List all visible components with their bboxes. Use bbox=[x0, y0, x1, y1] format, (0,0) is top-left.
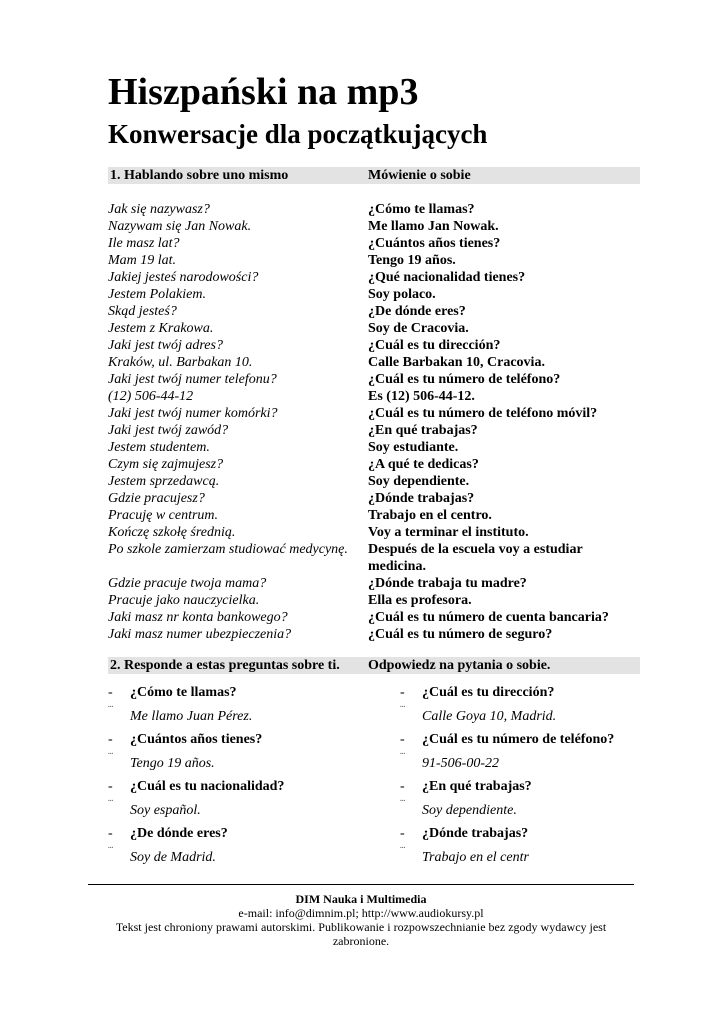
polish-phrase: Pracuje jako nauczycielka. bbox=[108, 593, 260, 608]
spanish-phrase: Soy dependiente. bbox=[368, 474, 470, 489]
spanish-phrase: ¿Cuántos años tienes? bbox=[368, 236, 501, 251]
table-row bbox=[108, 201, 640, 218]
table-row bbox=[108, 456, 640, 473]
polish-phrase: Jestem z Krakowa. bbox=[108, 321, 214, 336]
table-row bbox=[108, 626, 640, 643]
table-row bbox=[108, 371, 640, 388]
question-text: ¿Cuántos años tienes? bbox=[130, 732, 263, 747]
answer-text: Soy de Madrid. bbox=[130, 850, 216, 865]
spanish-phrase: ¿Qué nacionalidad tienes? bbox=[368, 270, 526, 285]
section-2-heading-es: 2. Responde a estas preguntas sobre ti. bbox=[110, 658, 340, 673]
polish-phrase: Jakiej jesteś narodowości? bbox=[108, 270, 259, 285]
spanish-phrase: Ella es profesora. bbox=[368, 593, 472, 608]
answer-text: Tengo 19 años. bbox=[130, 756, 215, 771]
list-marker-dots: ... bbox=[108, 842, 114, 850]
list-dash: - bbox=[400, 732, 405, 747]
page-subtitle: Konwersacje dla początkujących bbox=[108, 119, 488, 149]
list-marker-dots: ... bbox=[400, 701, 406, 709]
polish-phrase: Mam 19 lat. bbox=[108, 253, 177, 268]
polish-phrase: Jaki masz nr konta bankowego? bbox=[108, 610, 288, 625]
spanish-phrase: Tengo 19 años. bbox=[368, 253, 456, 268]
table-row bbox=[108, 507, 640, 524]
answer-text: 91-506-00-22 bbox=[422, 756, 499, 771]
spanish-phrase: ¿Cómo te llamas? bbox=[368, 202, 475, 217]
table-row bbox=[108, 320, 640, 337]
list-marker-dots: ... bbox=[400, 795, 406, 803]
table-row bbox=[108, 439, 640, 456]
table-row bbox=[108, 235, 640, 252]
table-row bbox=[108, 575, 640, 592]
section-1-heading-es: 1. Hablando sobre uno mismo bbox=[110, 168, 289, 183]
answer-text: Soy dependiente. bbox=[422, 803, 517, 818]
polish-phrase: Po szkole zamierzam studiować medycynę. bbox=[108, 542, 348, 557]
spanish-phrase: ¿En qué trabajas? bbox=[368, 423, 478, 438]
spanish-phrase: ¿Cuál es tu número de teléfono móvil? bbox=[368, 406, 598, 421]
question-text: ¿En qué trabajas? bbox=[422, 779, 532, 794]
answer-text: Calle Goya 10, Madrid. bbox=[422, 709, 557, 724]
question bbox=[108, 684, 348, 709]
table-row bbox=[108, 490, 640, 507]
spanish-phrase: Soy estudiante. bbox=[368, 440, 459, 455]
conversation-table bbox=[108, 201, 640, 643]
question bbox=[400, 731, 640, 756]
spanish-phrase: ¿Cuál es tu número de cuenta bancaria? bbox=[368, 610, 609, 625]
document-page bbox=[108, 70, 640, 874]
question-answer-item bbox=[108, 731, 348, 773]
answer-text: Trabajo en el centr bbox=[422, 850, 529, 865]
spanish-phrase: ¿Dónde trabajas? bbox=[368, 491, 475, 506]
footer-copyright-notice: Tekst jest chroniony prawami autorskimi. Publikowanie i rozpowszechnianie bez zgody wydawcy jest zabronione. bbox=[115, 920, 607, 948]
question bbox=[400, 684, 640, 709]
polish-phrase: Gdzie pracujesz? bbox=[108, 491, 205, 506]
list-dash: - bbox=[108, 779, 113, 794]
question-answer-item bbox=[108, 684, 348, 726]
exercise-grid bbox=[108, 684, 640, 874]
page-title: Hiszpański na mp3 bbox=[108, 71, 419, 113]
spanish-phrase: ¿Dónde trabaja tu madre? bbox=[368, 576, 527, 591]
footer-organization: DIM Nauka i Multimedia bbox=[295, 892, 427, 906]
question-text: ¿Cuál es tu nacionalidad? bbox=[130, 779, 285, 794]
spanish-phrase: ¿Cuál es tu número de teléfono? bbox=[368, 372, 561, 387]
list-dash: - bbox=[108, 826, 113, 841]
polish-phrase: Jestem Polakiem. bbox=[108, 287, 206, 302]
spanish-phrase: ¿De dónde eres? bbox=[368, 304, 466, 319]
spanish-phrase: Después de la escuela voy a estudiar medicina. bbox=[368, 542, 583, 574]
list-marker-dots: ... bbox=[400, 842, 406, 850]
polish-phrase: Jaki jest twój numer telefonu? bbox=[108, 372, 277, 387]
table-row bbox=[108, 609, 640, 626]
polish-phrase: Gdzie pracuje twoja mama? bbox=[108, 576, 267, 591]
table-row bbox=[108, 354, 640, 371]
list-marker-dots: ... bbox=[108, 701, 114, 709]
spanish-phrase: Soy polaco. bbox=[368, 287, 436, 302]
question bbox=[400, 778, 640, 803]
spanish-phrase: Trabajo en el centro. bbox=[368, 508, 492, 523]
spanish-phrase: ¿Cuál es tu número de seguro? bbox=[368, 627, 553, 642]
table-row bbox=[108, 405, 640, 422]
list-dash: - bbox=[108, 732, 113, 747]
section-2-heading-pl: Odpowiedz na pytania o sobie. bbox=[368, 658, 551, 673]
table-row bbox=[108, 269, 640, 286]
list-dash: - bbox=[400, 779, 405, 794]
footer-contact: e-mail: info@dimnim.pl; http://www.audiokursy.pl bbox=[238, 906, 484, 920]
polish-phrase: Czym się zajmujesz? bbox=[108, 457, 224, 472]
polish-phrase: Jestem sprzedawcą. bbox=[108, 474, 220, 489]
spanish-phrase: Calle Barbakan 10, Cracovia. bbox=[368, 355, 545, 370]
table-row bbox=[108, 541, 640, 575]
polish-phrase: Jestem studentem. bbox=[108, 440, 210, 455]
polish-phrase: Jaki masz numer ubezpieczenia? bbox=[108, 627, 292, 642]
question-text: ¿Cómo te llamas? bbox=[130, 685, 237, 700]
question-answer-item bbox=[400, 731, 640, 773]
list-marker-dots: ... bbox=[400, 748, 406, 756]
polish-phrase: Jaki jest twój zawód? bbox=[108, 423, 229, 438]
table-row bbox=[108, 592, 640, 609]
question-text: ¿Cuál es tu número de teléfono? bbox=[422, 732, 615, 747]
answer-text: Me llamo Juan Pérez. bbox=[130, 709, 253, 724]
table-row bbox=[108, 422, 640, 439]
spanish-phrase: Me llamo Jan Nowak. bbox=[368, 219, 499, 234]
list-marker-dots: ... bbox=[108, 748, 114, 756]
spanish-phrase: Soy de Cracovia. bbox=[368, 321, 469, 336]
answer-text: Soy español. bbox=[130, 803, 201, 818]
question-text: ¿Cuál es tu dirección? bbox=[422, 685, 555, 700]
list-dash: - bbox=[108, 685, 113, 700]
table-row bbox=[108, 303, 640, 320]
spanish-phrase: Es (12) 506-44-12. bbox=[368, 389, 475, 404]
polish-phrase: Nazywam się Jan Nowak. bbox=[108, 219, 252, 234]
polish-phrase: Ile masz lat? bbox=[108, 236, 180, 251]
question bbox=[108, 825, 348, 850]
polish-phrase: Jaki jest twój adres? bbox=[108, 338, 223, 353]
table-row bbox=[108, 337, 640, 354]
list-marker-dots: ... bbox=[108, 795, 114, 803]
question-answer-item bbox=[400, 684, 640, 726]
polish-phrase: Skąd jesteś? bbox=[108, 304, 177, 319]
question-answer-item bbox=[108, 778, 348, 820]
question-answer-item bbox=[108, 825, 348, 867]
question-answer-item bbox=[400, 825, 640, 867]
list-dash: - bbox=[400, 826, 405, 841]
table-row bbox=[108, 388, 640, 405]
polish-phrase: (12) 506-44-12 bbox=[108, 389, 194, 404]
question-text: ¿De dónde eres? bbox=[130, 826, 228, 841]
table-row bbox=[108, 473, 640, 490]
table-row bbox=[108, 252, 640, 269]
section-1-heading-pl: Mówienie o sobie bbox=[368, 168, 471, 183]
polish-phrase: Pracuję w centrum. bbox=[108, 508, 219, 523]
question-answer-item bbox=[400, 778, 640, 820]
table-row bbox=[108, 218, 640, 235]
question-text: ¿Dónde trabajas? bbox=[422, 826, 529, 841]
polish-phrase: Kraków, ul. Barbakan 10. bbox=[108, 355, 253, 370]
page-footer bbox=[88, 884, 634, 948]
question bbox=[108, 731, 348, 756]
question bbox=[400, 825, 640, 850]
list-dash: - bbox=[400, 685, 405, 700]
table-row bbox=[108, 286, 640, 303]
question bbox=[108, 778, 348, 803]
polish-phrase: Jaki jest twój numer komórki? bbox=[108, 406, 278, 421]
spanish-phrase: ¿A qué te dedicas? bbox=[368, 457, 479, 472]
polish-phrase: Kończę szkołę średnią. bbox=[108, 525, 236, 540]
spanish-phrase: ¿Cuál es tu dirección? bbox=[368, 338, 501, 353]
section-1-heading bbox=[108, 167, 640, 184]
spanish-phrase: Voy a terminar el instituto. bbox=[368, 525, 529, 540]
section-2-heading bbox=[108, 657, 640, 674]
table-row bbox=[108, 524, 640, 541]
polish-phrase: Jak się nazywasz? bbox=[108, 202, 210, 217]
